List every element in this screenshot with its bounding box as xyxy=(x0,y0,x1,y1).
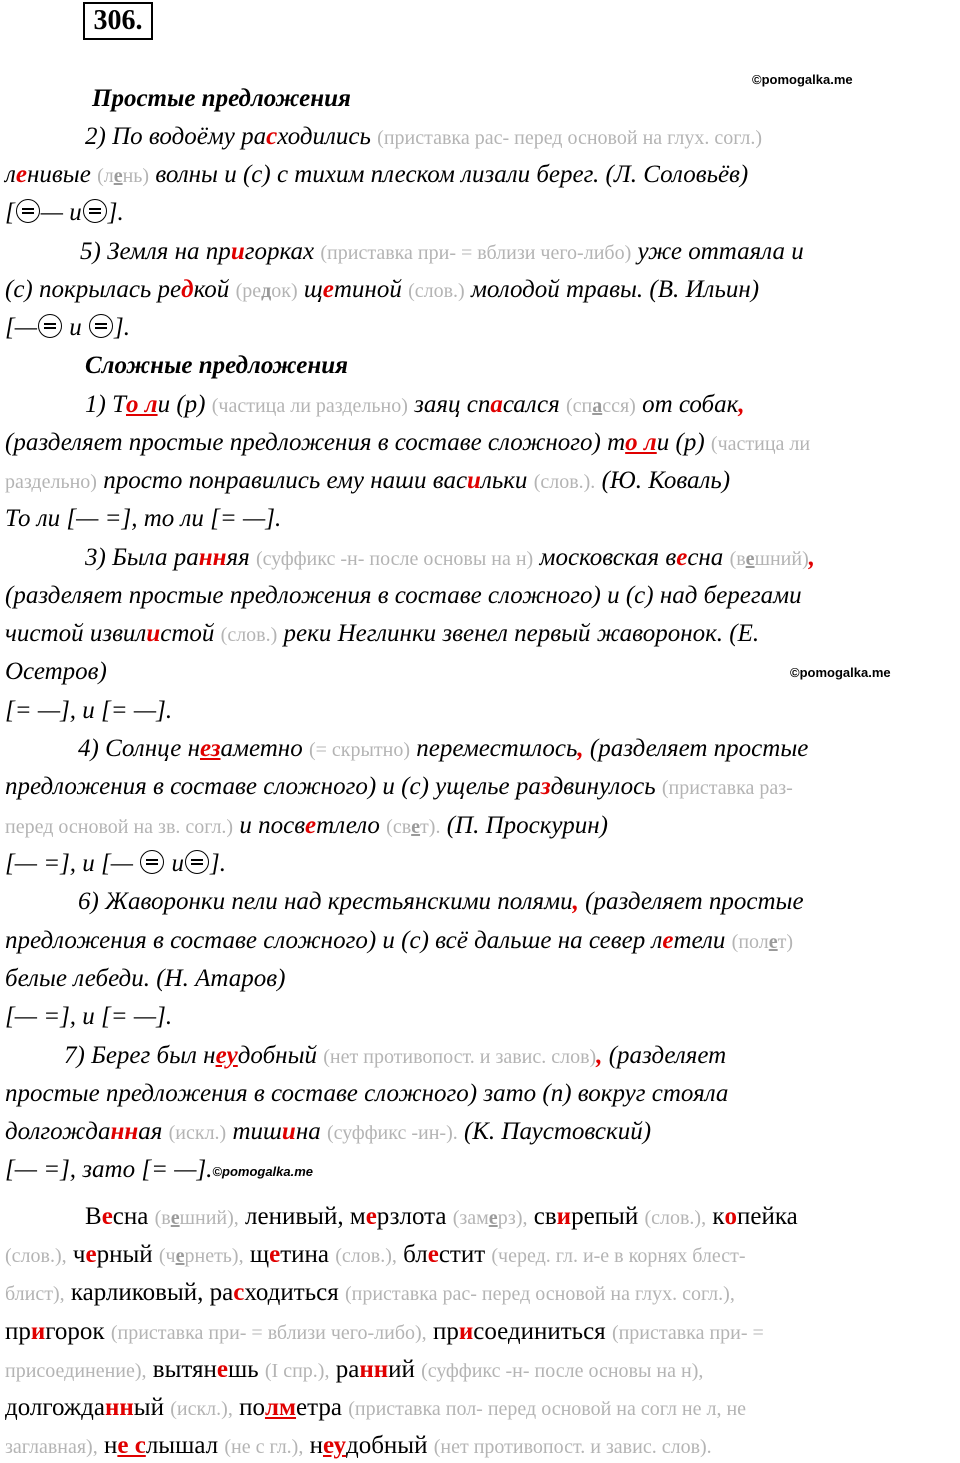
text-line: ленивые (лень) волны и (с) с тихим плеском лизали берег. (Л. Соловьёв) xyxy=(5,161,749,188)
text-line: 6) Жаворонки пели над крестьянскими полями, (разделяет простые xyxy=(78,888,804,915)
scheme-line: [— =], и [— и ]. xyxy=(5,850,226,877)
predicate-circle-icon xyxy=(140,850,164,874)
word-list-line: блист), карликовый, расходиться (приставка рас- перед основой на глух. согл.), xyxy=(5,1279,735,1306)
text-line: (разделяет простые предложения в составе сложного) и (с) над берегами xyxy=(5,582,802,609)
word-list-line: (слов.), черный (чернеть), щетина (слов.), блестит (черед. гл. и-е в корнях блест- xyxy=(5,1241,746,1268)
predicate-circle-icon xyxy=(185,850,209,874)
word-list-line: присоединение), вытянешь (I спр.), ранний (суффикс -н- после основы на н), xyxy=(5,1356,704,1383)
text-line: (разделяет простые предложения в составе сложного) то ли (р) (частица ли xyxy=(5,429,811,456)
text-line: 3) Была ранняя (суффикс -н- после основы на н) московская весна (вешний), xyxy=(85,544,815,571)
text-line: 5) Земля на пригорках (приставка при- = вблизи чего-либо) уже оттаяла и xyxy=(80,238,804,265)
text-line: предложения в составе сложного) и (с) ущелье раздвинулось (приставка раз- xyxy=(5,773,793,800)
scheme-line: [— и ]. xyxy=(5,314,130,341)
word-list-line: долгожданный (искл.), полметра (приставка пол- перед основой на согл не л, не xyxy=(5,1394,747,1421)
watermark: ©pomogalka.me xyxy=(212,1164,314,1179)
scheme-line: [ — и ]. xyxy=(5,199,124,226)
text-line: (с) покрылась редкой (редок) щетиной (слов.) молодой травы. (В. Ильин) xyxy=(5,276,760,303)
section-title-simple: Простые предложения xyxy=(92,85,351,112)
predicate-circle-icon xyxy=(38,314,62,338)
watermark: ©pomogalka.me xyxy=(790,665,891,680)
predicate-circle-icon xyxy=(89,314,113,338)
text-line: чистой извилистой (слов.) реки Неглинки звенел первый жаворонок. (Е. xyxy=(5,620,760,647)
word-list-line: пригорок (приставка при- = вблизи чего-либо), присоединиться (приставка при- = xyxy=(5,1318,764,1345)
word-list-line: заглавная), не слышал (не с гл.), неудобный (нет противопост. и завис. слов). xyxy=(5,1432,712,1459)
text-line: 1) То ли (р) (частица ли раздельно) заяц спасался (спасся) от собак, xyxy=(85,391,745,418)
exercise-number: 306. xyxy=(83,2,153,40)
text-line: белые лебеди. (Н. Атаров) xyxy=(5,965,286,992)
text-line: перед основой на зв. согл.) и посветлело (свет). (П. Проскурин) xyxy=(5,812,608,839)
word-list-line: Весна (вешний), ленивый, мерзлота (замерз), свирепый (слов.), копейка xyxy=(85,1203,798,1230)
text-line: раздельно) просто понравились ему наши васильки (слов.). (Ю. Коваль) xyxy=(5,467,731,494)
scheme-line: [— =], и [= —]. xyxy=(5,1003,173,1030)
text-line: предложения в составе сложного) и (с) всё дальше на север летели (полет) xyxy=(5,927,794,954)
text-line: долгожданная (искл.) тишина (суффикс -ин-). (К. Паустовский) xyxy=(5,1118,652,1145)
text-line: простые предложения в составе сложного) зато (п) вокруг стояла xyxy=(5,1080,729,1107)
section-title-complex: Сложные предложения xyxy=(85,352,348,379)
scheme-line: То ли [— =], то ли [= —]. xyxy=(5,505,282,532)
predicate-circle-icon xyxy=(83,199,107,223)
text-line: 4) Солнце незаметно (= скрытно) переместилось, (разделяет простые xyxy=(78,735,809,762)
text-line: Осетров) xyxy=(5,658,107,685)
text-line: 7) Берег был неудобный (нет противопост. и завис. слов), (разделяет xyxy=(64,1042,727,1069)
watermark: ©pomogalka.me xyxy=(752,72,853,87)
predicate-circle-icon xyxy=(16,199,40,223)
scheme-line: [— =], зато [= —].©pomogalka.me xyxy=(5,1156,314,1183)
text-line: 2) По водоёму расходились (приставка рас- перед основой на глух. согл.) xyxy=(85,123,763,150)
scheme-line: [= —], и [= —]. xyxy=(5,697,173,724)
